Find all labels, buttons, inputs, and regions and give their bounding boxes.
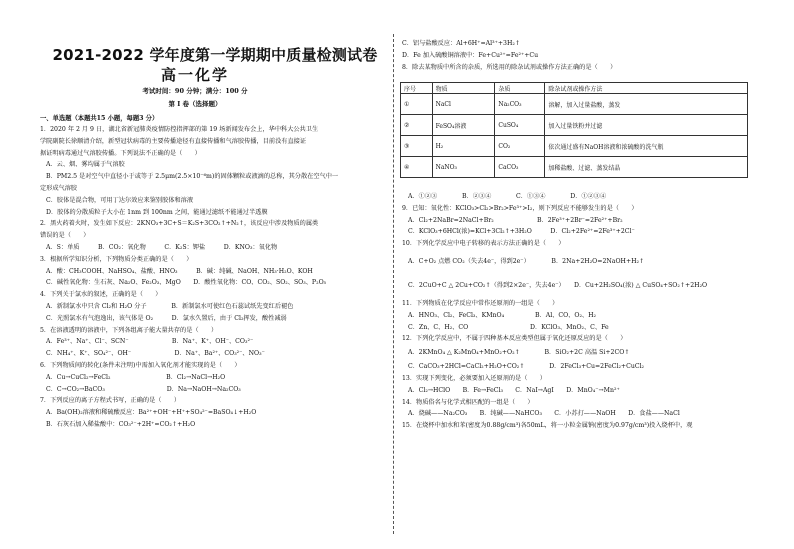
table-header: 序号 — [401, 83, 433, 94]
table-header: 物质 — [432, 83, 495, 94]
line: 1．2020 年 2 月 9 日，湖北省新冠肺炎疫情防控指挥部的第 19 场新闻发布会上，华中科大公共卫生 — [40, 126, 319, 133]
table-cell: ② — [401, 115, 433, 136]
table-cell: 溶解，加入过量盐酸，蒸发 — [545, 94, 748, 115]
line: C．胶体是混合物，可用丁达尔效应来鉴别胶体和溶液 — [46, 196, 194, 204]
line: A．S：单质 B．CO₂：氧化物 C．K₂S：钾盐 D．KNO₃：氧化物 — [46, 243, 278, 251]
exam-title: 2021-2022 学年度第一学期期中质量检测试卷 — [52, 46, 378, 64]
line: C．Zn、C、H₂、CO D．KClO₃、MnO₂、C、Fe — [408, 323, 609, 331]
line: 14．物质俗名与化学式相匹配的一组是（ ） — [402, 398, 534, 406]
table-row — [401, 136, 748, 157]
line: 3．根据所学知识分析，下列物质分类正确的是（ ） — [40, 255, 193, 263]
line: D．Fe 加入硫酸铜溶液中：Fe+Cu²⁺=Fe²⁺+Cu — [402, 51, 539, 59]
left-questions — [40, 124, 390, 431]
line: C．CaCO₃+2HCl=CaCl₂+H₂O+CO₂↑ D．2FeCl₃+Cu=2FeCl₂+CuCl₂ — [408, 363, 645, 371]
impurity-table — [400, 82, 748, 178]
line: C．光照氯水有气泡逸出，该气体是 O₂ D．氯水久置后，由于 Cl₂挥发，酸性减弱 — [46, 314, 287, 322]
table-cell: NaNO₃ — [432, 157, 495, 178]
line: A．新制氯水中只含 Cl₂和 H₂O 分子 B．新制氯水可使红色石蕊试纸先变红后褪色 — [46, 302, 294, 310]
section-heading: 一、单选题（本题共15 小题，每题3 分） — [40, 115, 159, 122]
line: B．石灰石加入稀盐酸中：CO₃²⁻+2H⁺=CO₂↑+H₂O — [46, 420, 196, 428]
exam-subject: 高一化学 — [160, 66, 229, 84]
line: 定形成气溶胶 — [40, 184, 78, 192]
line: 学院副院长徐顺清介绍，新型冠状病毒的主要传播途径有直接传播和气溶胶传播，目前没有直接证 — [40, 137, 307, 145]
line: 12．下列化学反应中，不属于四种基本反应类型但属于氧化还原反应的是（ ） — [402, 335, 627, 343]
table-header: 杂质 — [495, 83, 545, 94]
exam-info: 考试时间：90 分钟；满分：100 分 — [142, 87, 248, 95]
table-cell: CO₂ — [495, 136, 545, 157]
line: 据证明病毒通过气溶胶传播。下列说法不正确的是（ ） — [40, 149, 201, 157]
line: 5．在溶液透明的溶液中，下列各组离子能大量共存的是（ ） — [40, 326, 218, 334]
line: A．2KMnO₄ △ K₂MnO₄+MnO₂+O₂↑ B．SiO₂+2C 高温 Si+2CO↑ — [408, 349, 630, 357]
line: C．C→CO₂→BaCO₃ D．Na→NaOH→Na₂CO₃ — [46, 385, 241, 393]
table-header: 除杂试剂或操作方法 — [545, 83, 748, 94]
line: 4．下列关于氯水的叙述，正确的是（ ） — [40, 291, 162, 299]
line: A．烧碱——Na₂CO₃ B．纯碱——NaHCO₃ C．小苏打——NaOH D．食盐——NaCl — [408, 410, 680, 418]
table-cell: 依次通过盛有NaOH溶液和浓硫酸的洗气瓶 — [545, 136, 748, 157]
line: 2．黑火药着火时，发生如下反应：2KNO₃+3C+S＝K₂S+3CO₂↑+N₂↑，该反应中涉及物质的属类 — [40, 220, 319, 228]
line: A．酸：CH₃COOH、NaHSO₄、盐酸、HNO₃ B．碱：纯碱、NaOH、NH₃·H₂O、KOH — [46, 267, 313, 275]
line: 10．下列化学反应中电子转移的表示方法正确的是（ ） — [402, 240, 565, 248]
line: A．Cl₂+2NaBr=2NaCl+Br₂ B．2Fe³⁺+2Br⁻=2Fe²⁺+Br₂ — [408, 216, 623, 224]
table-header-row — [401, 83, 748, 94]
line: 8．除去某物质中所含的杂质，所选用的除杂试剂或操作方法正确的是（ ） — [402, 63, 617, 71]
line: 11．下列物质在化学反应中常作还原剂的一组是（ ） — [402, 299, 559, 307]
table-cell: ③ — [401, 136, 433, 157]
column-divider — [393, 34, 394, 534]
table-cell: Na₂CO₃ — [495, 94, 545, 115]
right-questions — [402, 191, 752, 432]
line: 7．下列反应的离子方程式书写，正确的是（ ） — [40, 397, 181, 405]
table-cell: ① — [401, 94, 433, 115]
line: D．胶体的分散质粒子大小在 1nm 到 100nm 之间，能通过滤纸不能通过半透膜 — [46, 208, 268, 216]
table-cell: 加入过量铁粉并过滤 — [545, 115, 748, 136]
table-row — [401, 115, 748, 136]
line: A．C+O₂ 点燃 CO₂（失去4e⁻，得到2e⁻） B．2Na+2H₂O=2NaOH+H₂↑ — [408, 257, 645, 265]
line: 错误的是（ ） — [40, 232, 90, 240]
table-cell: 加稀盐酸、过滤、蒸发结晶 — [545, 157, 748, 178]
line: B．PM2.5 是对空气中直径小于或等于 2.5μm(2.5×10⁻⁶m)的固体颗粒或液滴的总称，其分散在空气中一 — [46, 173, 339, 181]
line: C．碱性氧化物：生石灰、Na₂O、Fe₂O₃、MgO D．酸性氧化物：CO、CO₂、SO₂、SO₃、P₂O₅ — [46, 279, 327, 287]
line: A．①②③ B．②③④ C．①③④ D．①②③④ — [408, 193, 607, 200]
table-cell: NaCl — [432, 94, 495, 115]
right-top — [402, 38, 752, 73]
table-row — [401, 94, 748, 115]
line: A．HNO₃、Cl₂、FeCl₃、KMnO₄ B．Al、CO、O₂、H₂ — [408, 311, 596, 319]
line: A．Fe³⁺、Na⁺、Cl⁻、SCN⁻ B．Na⁺、K⁺、OH⁻、CO₃²⁻ — [46, 338, 254, 346]
line: A．Cu→CuCl₂→FeCl₂ B．Cl₂→NaCl→H₂O — [46, 373, 226, 381]
line: 13．实现下列变化，必须要加入还原剂的是（ ） — [402, 374, 546, 382]
line: C．KClO₃+6HCl(浓)=KCl+3Cl₂↑+3H₂O D．Cl₂+2Fe²⁺=2Fe³⁺+2Cl⁻ — [408, 228, 635, 236]
table-cell: FeSO₄溶液 — [432, 115, 495, 136]
line: A．Ba(OH)₂溶液和稀硫酸反应：Ba²⁺+OH⁻+H⁺+SO₄²⁻=BaSO₄↓+H₂O — [46, 409, 257, 417]
table-cell: H₂ — [432, 136, 495, 157]
table-row — [401, 157, 748, 178]
line: 9．已知：氧化性：KClO₃>Cl₂>Br₂>Fe³⁺>I₂，则下列反应不能够发生的是（ ） — [402, 204, 638, 212]
line: 15．在烧杯中加水和苯(密度为0.88g/cm³)各50mL，将一小粒金属钠(密度为0.97g/cm³)投入烧杯中，观 — [402, 422, 693, 430]
volume-heading: 第 I 卷（选择题） — [168, 100, 222, 108]
line: A．云、烟、雾均属于气溶胶 — [46, 161, 125, 169]
line: 6．下列物质间的转化(条件未注明)中需加入氧化剂才能实现的是（ ） — [40, 361, 241, 369]
line: A．Cl₂→HClO B．Fe→FeCl₃ C．NaI→AgI D．MnO₄⁻→Mn²⁺ — [408, 386, 620, 394]
table-cell: CuSO₄ — [495, 115, 545, 136]
line: C．铝与盐酸反应：Al+6H⁺=Al³⁺+3H₂↑ — [402, 40, 521, 47]
table-cell: ④ — [401, 157, 433, 178]
line: C．2CuO+C △ 2Cu+CO₂↑（得到2×2e⁻，失去4e⁻） D．Cu+2H₂SO₄(浓) △ CuSO₄+SO₂↑+2H₂O — [408, 281, 708, 289]
line: C．NH₄⁺、K⁺、SO₄²⁻、OH⁻ D．Na⁺、Ba²⁺、CO₃²⁻、NO₃⁻ — [46, 350, 265, 358]
table-cell: CaCO₃ — [495, 157, 545, 178]
